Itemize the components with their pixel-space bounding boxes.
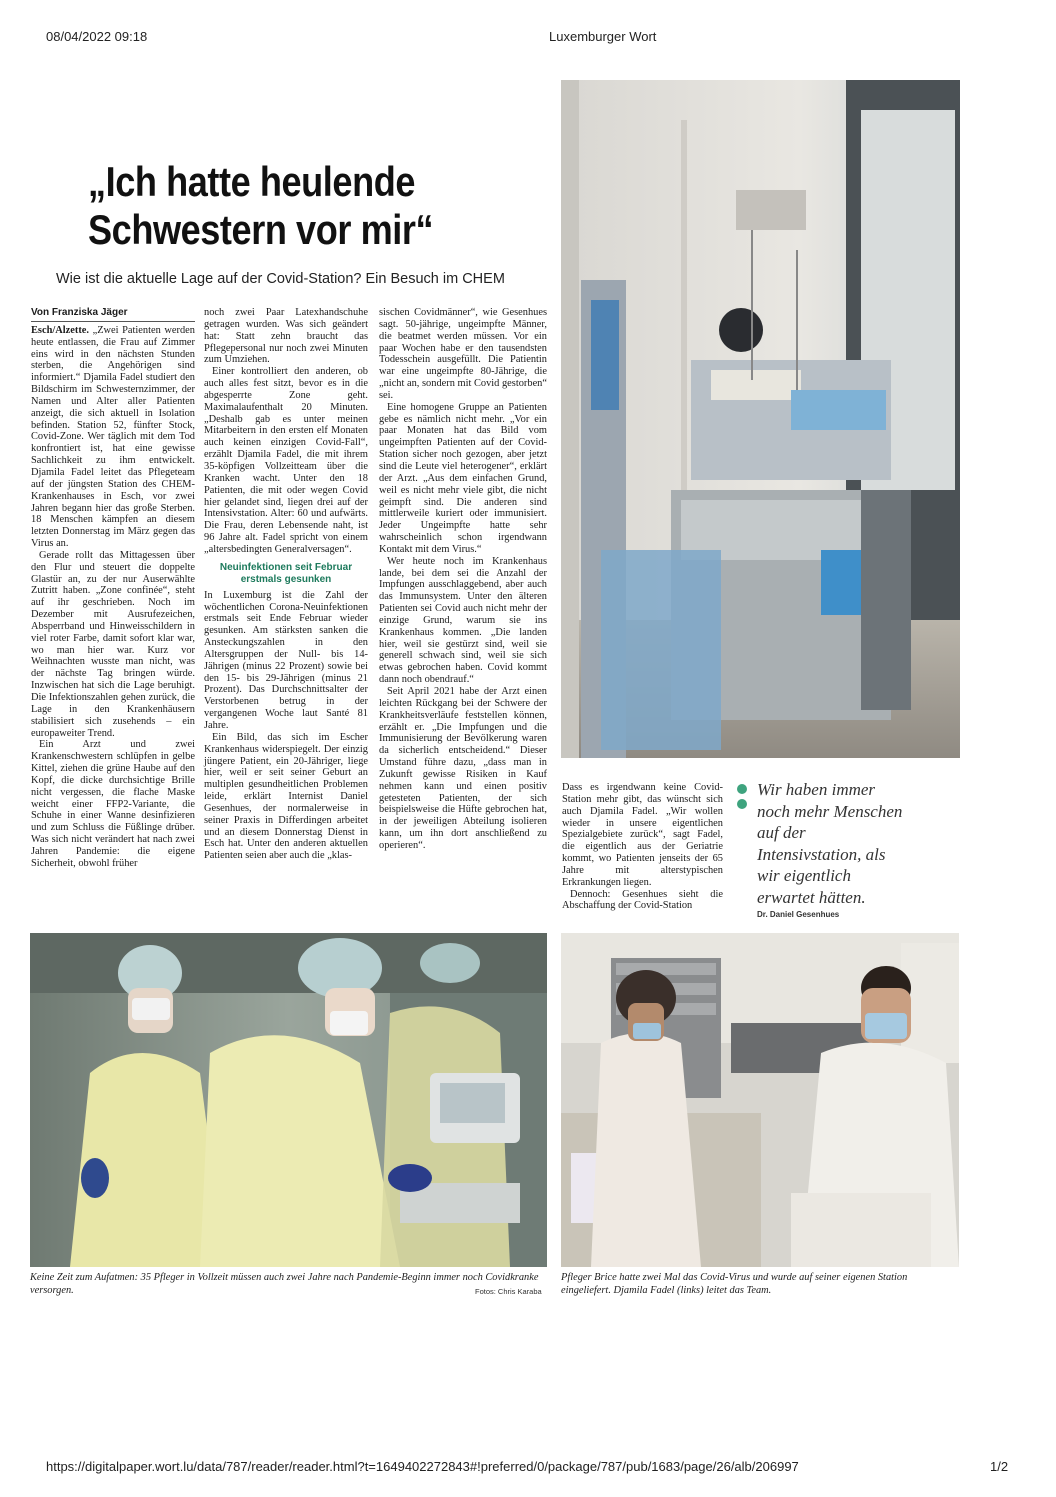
paragraph: Esch/Alzette. „Zwei Patienten werden heute entlassen, die Frau auf Zimmer eins wird in den nächsten Stunden sterben, die Angehörigen sind informiert.“ Djamila Fadel studiert den Bildschirm im Schwesternzimmer, der Namen und Alter aller Patienten anzeigt, die sich aktuell in Isolation befinden. Station 52, fünfter Stock, Covid-Zone. Wer täglich mit dem Tod konfrontiert ist, hat eine gewisse Sachlichkeit zu ihm entwickelt. Djamila Fadel leitet das Pflegeteam auf der jüngsten Station des CHEM-Krankenhauses in Esch, vor zwei Jahren begann hier das große Sterben. 18 Menschen kämpfen an diesem letzten Donnerstag im März gegen das Virus an. — [31, 324, 195, 550]
caption-right: Pfleger Brice hatte zwei Mal das Covid-Virus und wurde auf seiner eigenen Station eingeliefert. Djamila Fadel (links) leitet das Team. — [561, 1272, 908, 1296]
paragraph: Eine homogene Gruppe an Patienten gebe es nämlich nicht mehr. „Vor ein paar Monaten hat das Bild vom ungeimpften Patienten auf der Covid-Station sicher noch gezogen, aber jetzt sind die Leute viel heterogener“, erklärt der Arzt. „Aus dem einfachen Grund, weil es nicht mehr viele gibt, die nicht geimpft sind. Die anderen sind mittlerweile kuriert oder immunisiert. Jeder Ungeimpfte hatte sehr wahrscheinlich schon irgendwann Kontakt mit dem Virus.“ — [379, 401, 547, 555]
intertitle: Neuinfektionen seit Februar erstmals gesunken — [219, 561, 353, 585]
article-column-4 — [562, 782, 723, 912]
photo-hospital-corridor — [561, 80, 960, 758]
paragraph: Dass es irgendwann keine Covid-Station mehr gibt, das wünscht sich auch Djamila Fadel. „Wir wollen wieder in unsere eigentlichen Spezialgebiete zurück“, sagt Fadel, die eigentlich aus der Geriatrie kommt, wo Patienten jenseits der 65 Jahre mit alterstypischen Erkrankungen liegen. — [562, 782, 723, 888]
paragraph: noch zwei Paar Latexhandschuhe getragen wurden. Was sich geändert hat: Statt zehn braucht das Pflegepersonal nur noch zwei Minuten zum Umziehen. — [204, 307, 368, 366]
quote-dot-2 — [737, 799, 747, 809]
caption-left: Keine Zeit zum Aufatmen: 35 Pfleger in Vollzeit müssen auch zwei Jahre nach Pandemie-Beginn immer noch Covidkranke versorgen. — [30, 1272, 539, 1296]
paragraph: In Luxemburg ist die Zahl der wöchentlichen Corona-Neuinfektionen erstmals seit Ende Februar wieder gesunken. Am stärksten sanken die Ansteckungszahlen in den Altersgruppen der Null- bis 14-Jährigen (minus 22 Prozent) sowie bei den 15- bis 29-Jährigen (minus 21 Prozent). Das Durchschnittsalter der Verstorbenen betrug in der vergangenen Woche laut Santé 81 Jahre. — [204, 589, 368, 731]
paragraph: Ein Arzt und zwei Krankenschwestern schlüpfen in gelbe Kittel, ziehen die grüne Haube auf den Kopf, die dicke durchsichtige Brille nicht vergessen, die flache Maske weicht einer FFP2-Variante, die Schuhe in einer Wanne desinfizieren und zum Schluss die Füßlinge drüber. Was sich nicht verändert hat nach zwei Jahren Pandemie: die eigene Sicherheit, obwohl früher — [31, 739, 195, 869]
subheadline: Wie ist die aktuelle Lage auf der Covid-Station? Ein Besuch im CHEM — [56, 271, 505, 287]
photo-nurses-ppe — [30, 933, 547, 1267]
paragraph: Seit April 2021 habe der Arzt einen leichten Rückgang bei der Schwere der Krankheitsverläufe feststellen können, erzählt er. „Die Impfungen und die Immunisierung der Bevölkerung waren da sicherlich entscheidend.“ Dieser Umstand führe dazu, „dass man in Zukunft gewisse Risiken in Kauf nehmen kann und einen positiv getesteten Patienten, der sich beispielsweise die Hüfte gebrochen hat, in der jeweiligen Abteilung isolieren kann, um ihn dort anschließend zu operieren“. — [379, 686, 547, 851]
paragraph: sischen Covidmänner“, wie Gesenhues sagt. 50-jährige, ungeimpfte Männer, die beatmet werden müssen. Vor ein paar Wochen habe er den tausendsten Todesschein ausgefüllt. Die Patientin war eine ungeimpfte 80-Jährige, die „nicht an, sondern mit Covid gestorben“ sei. — [379, 307, 547, 401]
article-column-3 — [379, 307, 547, 852]
photo-staff-seated — [561, 933, 959, 1267]
paragraph: Gerade rollt das Mittagessen über den Flur und steuert die doppelte Glastür an, zu der nur Auserwählte Zutritt haben. „Zone confinée“, steht auf ihr geschrieben. Noch im Dezember mit Ausrufezeichen, Absperrband und Hinweisschildern in viel roter Farbe, damit sofort klar war, wo man hier war. Kurz vor Weihnachten wusste man nicht, was der nächste Tag bringen würde. Inzwischen hat sich die Lage beruhigt. Die Infektionszahlen gehen zurück, die Lage in den Krankenhäusern stabilisiert sich zusehends – ein europaweiter Trend. — [31, 549, 195, 739]
pull-quote-author: Dr. Daniel Gesenhues — [757, 910, 840, 919]
paragraph: Einer kontrolliert den anderen, ob auch alles fest sitzt, bevor es in die abgesperrte Zone geht. Maximalaufenthalt 20 Minuten. „Deshalb gab es unter meinen Mitarbeitern in den ersten elf Monaten auch keinen einzigen Covid-Fall“, erzählt Djamila Fadel, die mit ihrem 35-köpfigen Vollzeitteam über die Kranken wacht. Unter den 18 Patienten, die mit oder wegen Covid hier gelandet sind, liegen drei auf der Intensivstation. Alter: 60 und aufwärts. Die Frau, deren Lebensende naht, ist 96 Jahre alt. Fadel spricht von einem „altersbedingten Generalversagen“. — [204, 366, 368, 555]
print-url: https://digitalpaper.wort.lu/data/787/reader/reader.html?t=1649402272843#!preferred/0/package/787/pub/1683/page/26/alb/206997 — [46, 1459, 799, 1474]
headline-line-1: „Ich hatte heulende — [88, 158, 416, 205]
photo-credit: Fotos: Chris Karaba — [475, 1287, 542, 1296]
paragraph: Dennoch: Gesenhues sieht die Abschaffung der Covid-Station — [562, 888, 723, 912]
staff-seated-image — [561, 933, 959, 1267]
article-column-2 — [204, 307, 368, 862]
paragraph: Wer heute noch im Krankenhaus lande, bei dem sei die Anzahl der Impfungen ausschlaggebend, aber auch das Immunsystem. Unter den älteren Patienten sei Covid auch nicht mehr der einzige Grund, warum sie ins Krankenhaus kommen. „Die landen hier, weil sie gestürzt sind, weil sie generell schwach sind, weil sie sich etwas gebrochen haben. Covid kommt dann noch obendrauf.“ — [379, 555, 547, 686]
print-page-number: 1/2 — [990, 1459, 1009, 1474]
paragraph: Ein Bild, das sich im Escher Krankenhaus widerspiegelt. Der einzig jüngere Patient, ein 20-Jähriger, liege hier, weil er seit seiner Geburt an multiplen gesundheitlichen Problemen leide, erklärt Internist Daniel Gesenhues, der normalerweise in seiner Praxis in Differdingen arbeitet und an diesem Donnerstag Dienst in Esch hat. Unter den anderen aktuellen Patienten seien aber auch die „klas- — [204, 731, 368, 862]
headline-line-2: Schwestern vor mir“ — [88, 206, 434, 253]
pull-quote: Wir haben immer noch mehr Menschen auf der Intensivstation, als wir eigentlich erwartet hätten. — [757, 780, 903, 907]
nurses-ppe-image — [30, 933, 547, 1267]
print-datetime: 08/04/2022 09:18 — [46, 29, 148, 44]
dateline: Esch/Alzette. — [31, 324, 89, 336]
byline: Von Franziska Jäger — [31, 307, 195, 322]
headline — [88, 158, 433, 254]
print-publication: Luxemburger Wort — [549, 29, 657, 44]
quote-dot-1 — [737, 784, 747, 794]
hospital-corridor-image — [561, 80, 960, 758]
article-column-1 — [31, 307, 195, 870]
